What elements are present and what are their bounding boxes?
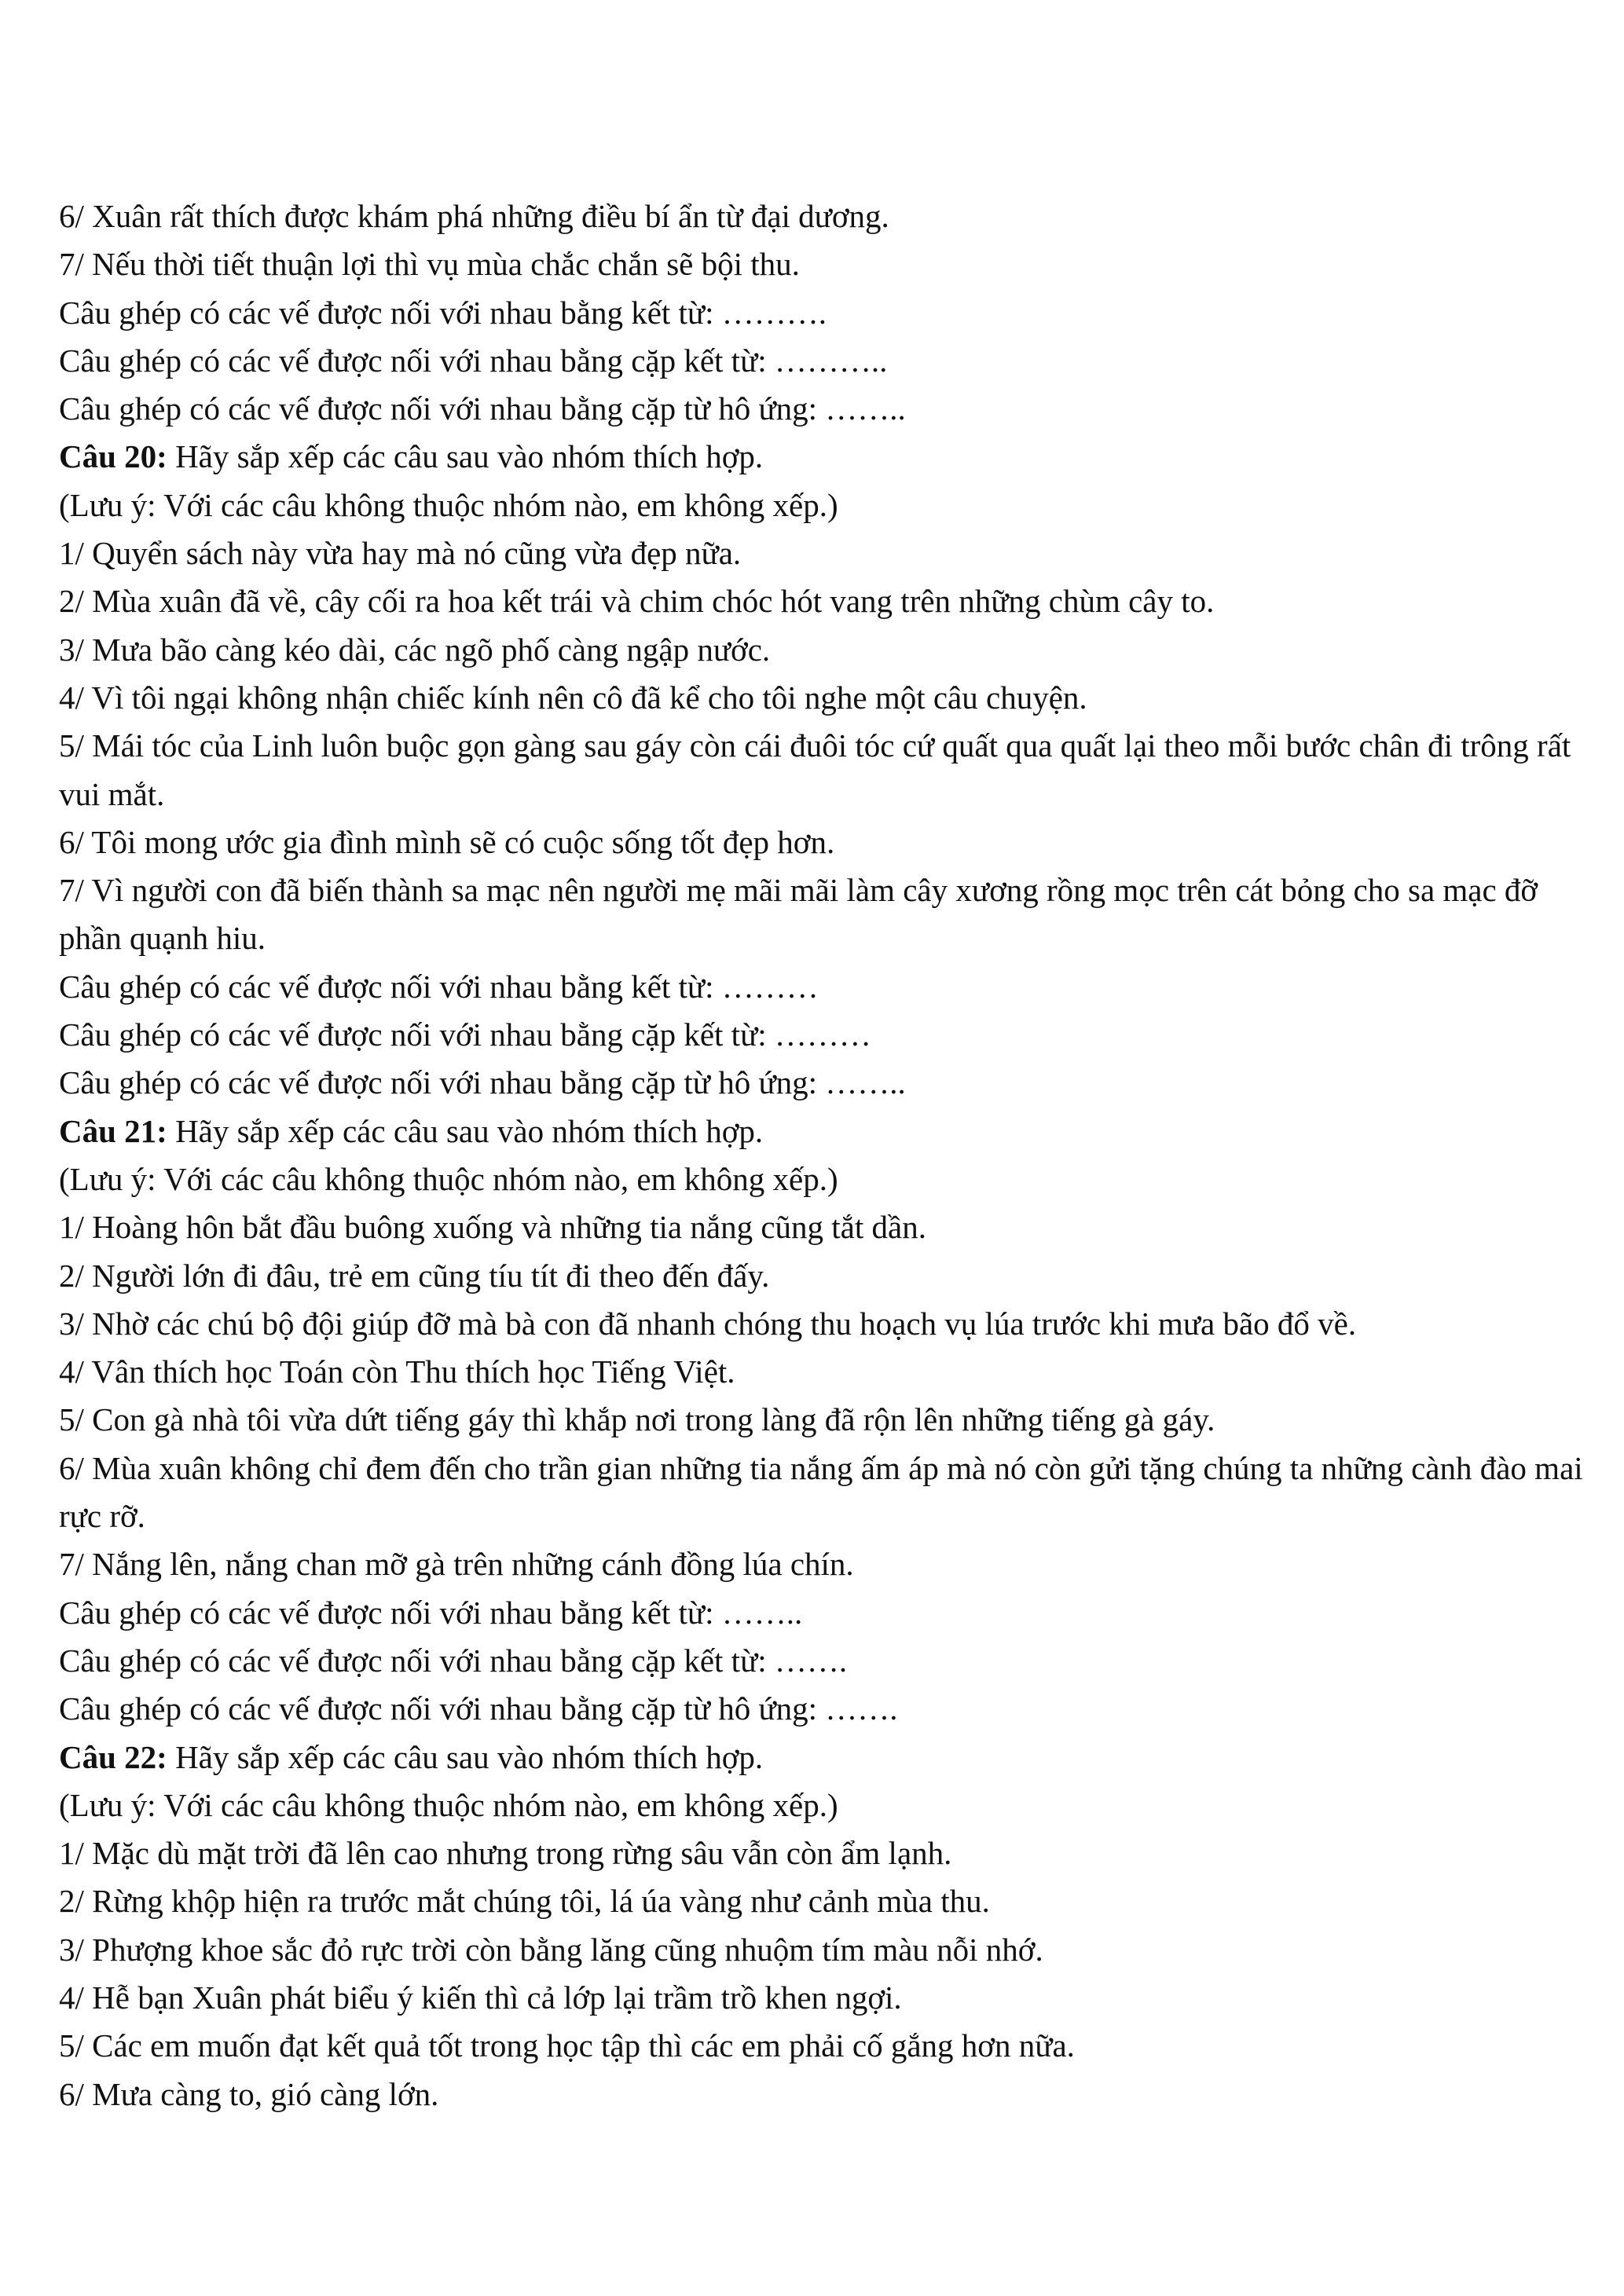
- answer-line: Câu ghép có các vế được nối với nhau bằng cặp từ hô ứng: ……..: [59, 390, 906, 427]
- sentence-item: 4/ Vân thích học Toán còn Thu thích học Tiếng Việt.: [59, 1353, 735, 1390]
- question-label: Câu 21:: [59, 1112, 167, 1149]
- question-title: Hãy sắp xếp các câu sau vào nhóm thích hợp.: [167, 1738, 764, 1775]
- sentence-item: 2/ Người lớn đi đâu, trẻ em cũng tíu tít đi theo đến đấy.: [59, 1257, 770, 1294]
- question-title: Hãy sắp xếp các câu sau vào nhóm thích hợp.: [167, 1112, 764, 1149]
- sentence-item: 4/ Hễ bạn Xuân phát biểu ý kiến thì cả lớp lại trầm trồ khen ngợi.: [59, 1979, 902, 2016]
- sentence-item: 2/ Rừng khộp hiện ra trước mắt chúng tôi, lá úa vàng như cảnh mùa thu.: [59, 1883, 990, 1920]
- question-label: Câu 20:: [59, 438, 167, 475]
- question-heading: [59, 1734, 1599, 1782]
- sentence-item: 2/ Mùa xuân đã về, cây cối ra hoa kết trái và chim chóc hót vang trên những chùm cây to.: [59, 583, 1215, 620]
- answer-line: Câu ghép có các vế được nối với nhau bằng cặp kết từ: …….: [59, 1642, 848, 1679]
- question-label: Câu 22:: [59, 1738, 167, 1775]
- sentence-item: 5/ Các em muốn đạt kết quả tốt trong học tập thì các em phải cố gắng hơn nữa.: [59, 2027, 1075, 2064]
- sentence-item: 6/ Tôi mong ước gia đình mình sẽ có cuộc sống tốt đẹp hơn.: [59, 823, 835, 860]
- sentence-item: 3/ Phượng khoe sắc đỏ rực trời còn bằng lăng cũng nhuộm tím màu nỗi nhớ.: [59, 1931, 1043, 1968]
- sentence-item: 1/ Quyển sách này vừa hay mà nó cũng vừa đẹp nữa.: [59, 535, 742, 572]
- answer-line: Câu ghép có các vế được nối với nhau bằng cặp từ hô ứng: …….: [59, 1690, 898, 1727]
- answer-line: Câu ghép có các vế được nối với nhau bằng kết từ: ……….: [59, 294, 827, 331]
- question-heading: [59, 433, 1599, 481]
- question-note: (Lưu ý: Với các câu không thuộc nhóm nào, em không xếp.): [59, 486, 838, 523]
- intro-line: 6/ Xuân rất thích được khám phá những điều bí ẩn từ đại dương.: [59, 198, 889, 234]
- question-note: (Lưu ý: Với các câu không thuộc nhóm nào, em không xếp.): [59, 1786, 838, 1823]
- question-title: Hãy sắp xếp các câu sau vào nhóm thích hợp.: [167, 438, 764, 475]
- document-page: [59, 192, 1599, 2118]
- sentence-item: 7/ Vì người con đã biến thành sa mạc nên người mẹ mãi mãi làm cây xương rồng mọc trên cát bỏng cho sa mạc đỡ phần quạnh hiu.: [59, 872, 1538, 957]
- sentence-item: 4/ Vì tôi ngại không nhận chiếc kính nên cô đã kể cho tôi nghe một câu chuyện.: [59, 679, 1087, 716]
- sentence-item: 1/ Mặc dù mặt trời đã lên cao nhưng trong rừng sâu vẫn còn ẩm lạnh.: [59, 1835, 952, 1872]
- sentence-item: 3/ Nhờ các chú bộ đội giúp đỡ mà bà con đã nhanh chóng thu hoạch vụ lúa trước khi mưa bão đổ về.: [59, 1305, 1357, 1342]
- sentence-item: 1/ Hoàng hôn bắt đầu buông xuống và những tia nắng cũng tắt dần.: [59, 1209, 926, 1246]
- sentence-item: 6/ Mùa xuân không chỉ đem đến cho trần gian những tia nắng ấm áp mà nó còn gửi tặng chúng ta những cành đào mai rực rỡ.: [59, 1449, 1583, 1535]
- sentence-item: 5/ Con gà nhà tôi vừa dứt tiếng gáy thì khắp nơi trong làng đã rộn lên những tiếng gà gáy.: [59, 1401, 1215, 1438]
- answer-line: Câu ghép có các vế được nối với nhau bằng cặp kết từ: ………..: [59, 342, 888, 379]
- answer-line: Câu ghép có các vế được nối với nhau bằng cặp từ hô ứng: ……..: [59, 1064, 906, 1101]
- sentence-item: 6/ Mưa càng to, gió càng lớn.: [59, 2075, 439, 2112]
- answer-line: Câu ghép có các vế được nối với nhau bằng cặp kết từ: ………: [59, 1016, 871, 1053]
- sentence-item: 5/ Mái tóc của Linh luôn buộc gọn gàng sau gáy còn cái đuôi tóc cứ quất qua quất lại theo mỗi bước chân đi trông rất vui mắt.: [59, 727, 1571, 812]
- sentence-item: 3/ Mưa bão càng kéo dài, các ngõ phố càng ngập nước.: [59, 631, 771, 668]
- answer-line: Câu ghép có các vế được nối với nhau bằng kết từ: ………: [59, 968, 819, 1005]
- intro-line: 7/ Nếu thời tiết thuận lợi thì vụ mùa chắc chắn sẽ bội thu.: [59, 246, 800, 283]
- question-heading: [59, 1108, 1599, 1155]
- answer-line: Câu ghép có các vế được nối với nhau bằng kết từ: ……..: [59, 1594, 803, 1631]
- sentence-item: 7/ Nắng lên, nắng chan mỡ gà trên những cánh đồng lúa chín.: [59, 1546, 854, 1583]
- question-note: (Lưu ý: Với các câu không thuộc nhóm nào, em không xếp.): [59, 1160, 838, 1197]
